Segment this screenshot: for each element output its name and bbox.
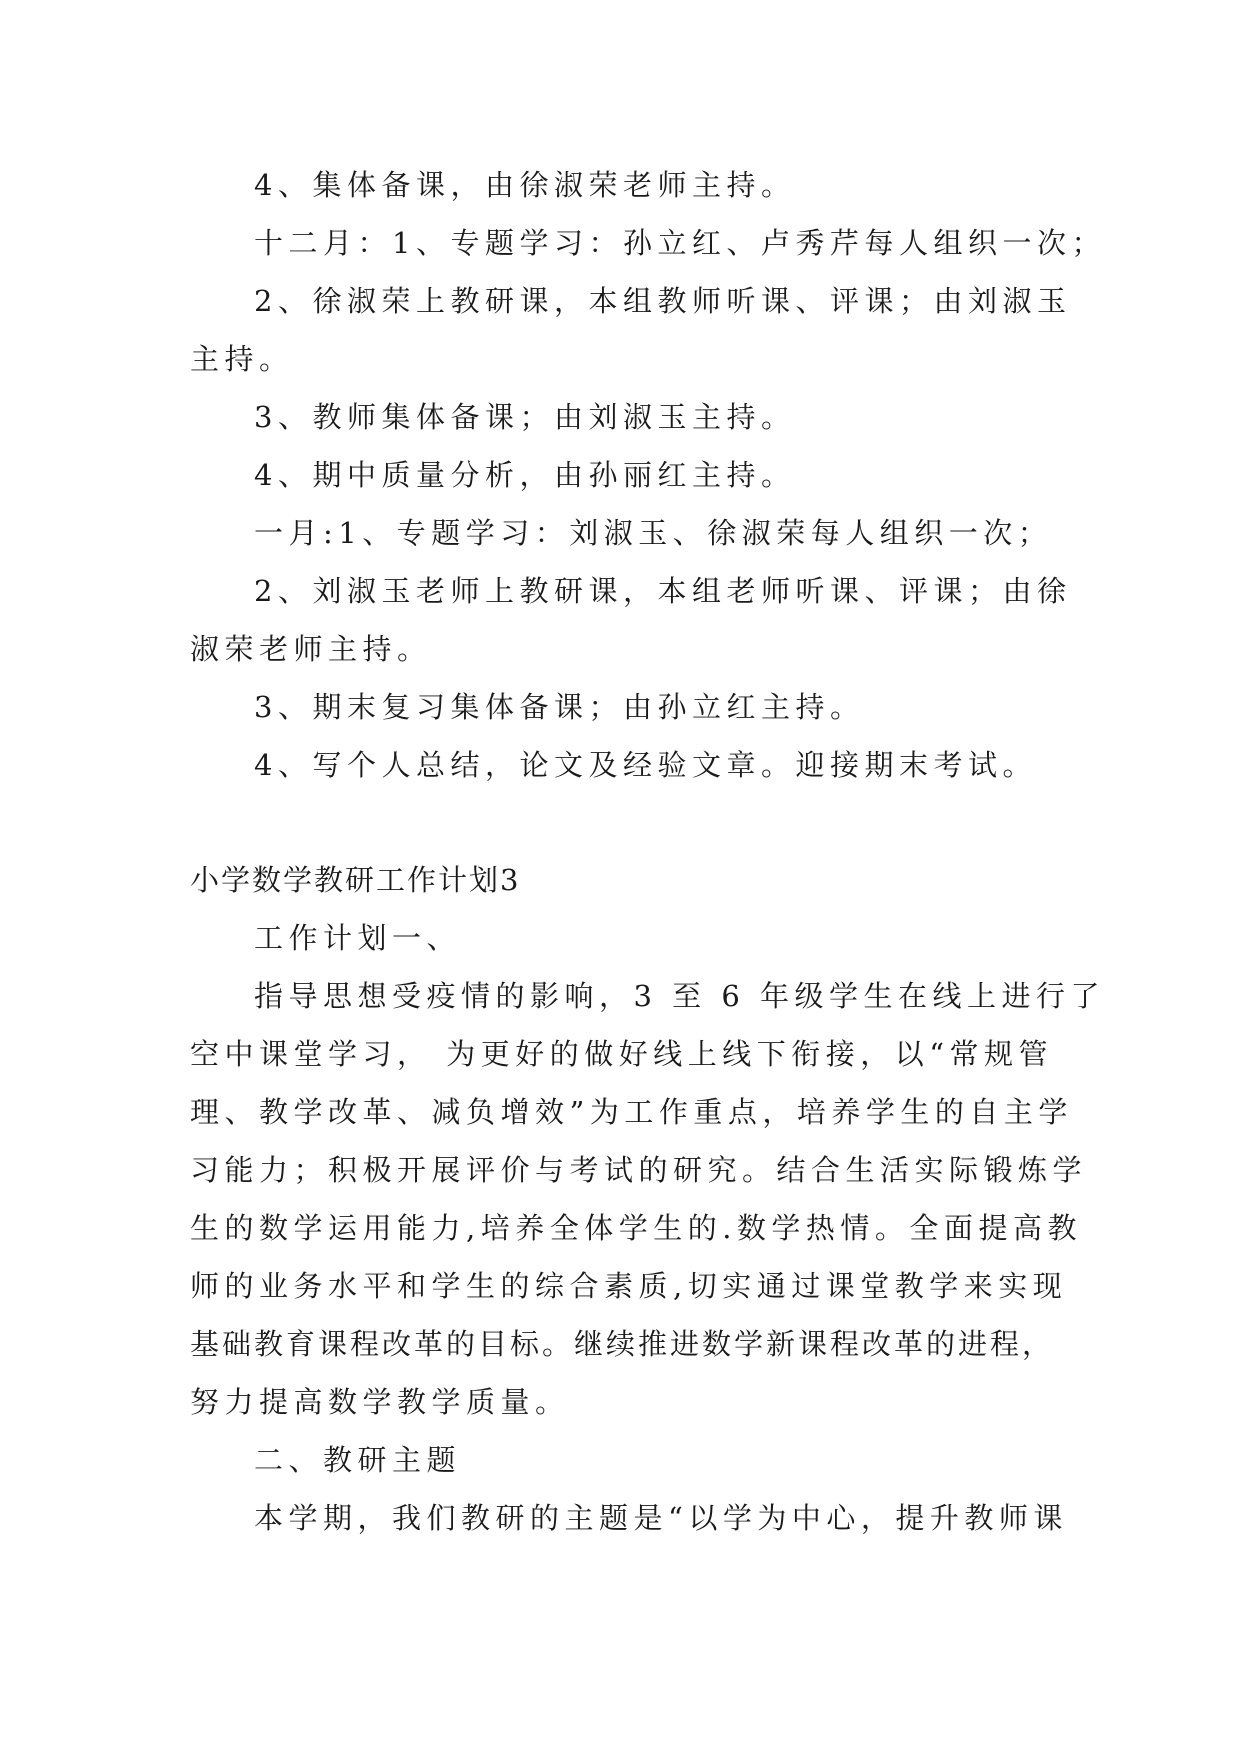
- text-line: 师的业务水平和学生的综合素质,切实通过课堂教学来实现: [190, 1269, 1068, 1303]
- text-line: 基础教育课程改革的目标。继续推进数学新课程改革的进程，: [190, 1327, 1055, 1361]
- text-line: 生的数学运用能力,培养全体学生的.数学热情。全面提高教: [190, 1211, 1082, 1245]
- text-line: 主持。: [190, 342, 294, 376]
- text-line: 工作计划一、: [254, 921, 462, 955]
- text-line: 一月:1、专题学习：刘淑玉、徐淑荣每人组织一次；: [254, 516, 1053, 550]
- text-line: 指导思想受疫情的影响，3 至 6 年级学生在线上进行了: [254, 979, 1106, 1013]
- section-heading: 小学数学教研工作计划3: [190, 863, 521, 897]
- text-line: 3、期末复习集体备课；由孙立红主持。: [254, 690, 865, 724]
- text-line: 4、期中质量分析，由孙丽红主持。: [254, 458, 796, 492]
- text-line: 2、徐淑荣上教研课，本组教师听课、评课；由刘淑玉: [254, 284, 1072, 318]
- text-line: 4、写个人总结，论文及经验文章。迎接期末考试。: [254, 748, 1037, 782]
- text-line: 本学期，我们教研的主题是“以学为中心，提升教师课: [254, 1501, 1068, 1535]
- text-line: 3、教师集体备课；由刘淑玉主持。: [254, 400, 796, 434]
- text-line: 二、教研主题: [254, 1443, 462, 1477]
- text-line: 理、教学改革、减负增效”为工作重点，培养学生的自主学: [190, 1095, 1073, 1129]
- text-line: 4、集体备课，由徐淑荣老师主持。: [254, 168, 796, 202]
- text-line: 努力提高数学教学质量。: [190, 1385, 570, 1419]
- text-line: 空中课堂学习， 为更好的做好线上线下衔接，以“常规管: [190, 1037, 1054, 1071]
- text-line: 十二月：1、专题学习：孙立红、卢秀芹每人组织一次；: [254, 226, 1106, 260]
- text-line: 淑荣老师主持。: [190, 632, 432, 666]
- text-line: 习能力；积极开展评价与考试的研究。结合生活实际锻炼学: [190, 1153, 1088, 1187]
- text-line: 2、刘淑玉老师上教研课，本组老师听课、评课；由徐: [254, 574, 1072, 608]
